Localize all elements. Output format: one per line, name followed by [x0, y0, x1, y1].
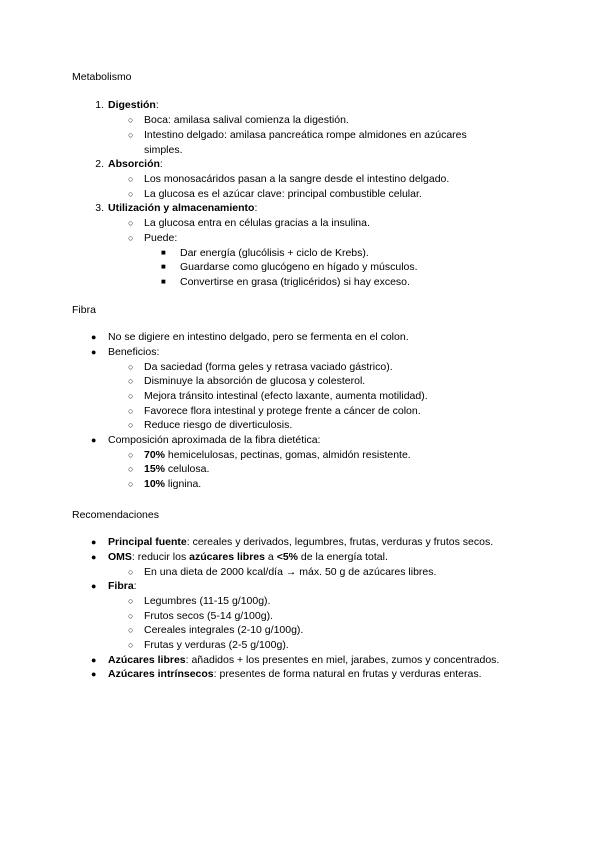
- bullet-icon: ■: [161, 277, 166, 286]
- list-item: OMS: reducir los azúcares libres a <5% de la energía total.: [108, 551, 388, 563]
- bullet-icon: ○: [128, 464, 134, 474]
- bullet-icon: ○: [128, 450, 134, 460]
- bullet-icon: ○: [128, 611, 134, 621]
- bullet-icon: ●: [91, 435, 97, 445]
- list-item: Convertirse en grasa (triglicéridos) si hay exceso.: [180, 276, 410, 288]
- list-item: Puede:: [144, 232, 178, 244]
- bullet-icon: ○: [128, 479, 134, 489]
- list-item: Reduce riesgo de diverticulosis.: [144, 419, 293, 431]
- bullet-icon: ●: [91, 537, 97, 547]
- bullet-icon: ○: [128, 567, 134, 577]
- list-item: Da saciedad (forma geles y retrasa vaciado gástrico).: [144, 361, 393, 373]
- list-item: Boca: amilasa salival comienza la digestión.: [144, 114, 349, 126]
- list-number: 1.: [95, 99, 104, 111]
- list-item: Dar energía (glucólisis + ciclo de Krebs).: [180, 247, 369, 259]
- list-item: Absorción:: [108, 158, 163, 170]
- list-item: Azúcares intrínsecos: presentes de forma natural en frutas y verduras enteras.: [108, 668, 482, 680]
- section-title-recomendaciones: Recomendaciones: [72, 509, 159, 521]
- bullet-icon: ●: [91, 669, 97, 679]
- list-item: Intestino delgado: amilasa pancreática rompe almidones en azúcares: [144, 129, 467, 141]
- bullet-icon: ●: [91, 332, 97, 342]
- bullet-icon: ○: [128, 115, 134, 125]
- list-item: Disminuye la absorción de glucosa y colesterol.: [144, 375, 366, 387]
- list-item: Frutos secos (5-14 g/100g).: [144, 610, 273, 622]
- list-item: Los monosacáridos pasan a la sangre desde el intestino delgado.: [144, 173, 450, 185]
- list-item: Digestión:: [108, 99, 159, 111]
- list-item-continuation: simples.: [144, 144, 183, 156]
- bullet-icon: ■: [161, 248, 166, 257]
- list-item: La glucosa es el azúcar clave: principal combustible celular.: [144, 188, 422, 200]
- bullet-icon: ○: [128, 233, 134, 243]
- bullet-icon: ○: [128, 174, 134, 184]
- list-item: Mejora tránsito intestinal (efecto laxante, aumenta motilidad).: [144, 390, 428, 402]
- bullet-icon: ●: [91, 552, 97, 562]
- bullet-icon: ○: [128, 362, 134, 372]
- list-item: Frutas y verduras (2-5 g/100g).: [144, 639, 289, 651]
- list-item: Principal fuente: cereales y derivados, legumbres, frutas, verduras y frutos secos.: [108, 536, 494, 548]
- bullet-icon: ○: [128, 189, 134, 199]
- bullet-icon: ○: [128, 596, 134, 606]
- bullet-icon: ●: [91, 347, 97, 357]
- list-item: Fibra:: [108, 580, 137, 592]
- bullet-icon: ○: [128, 218, 134, 228]
- bullet-icon: ○: [128, 406, 134, 416]
- section-title-metabolismo: Metabolismo: [72, 71, 132, 83]
- list-item: Azúcares libres: añadidos + los presentes en miel, jarabes, zumos y concentrados.: [108, 654, 500, 666]
- bullet-icon: ○: [128, 130, 134, 140]
- list-item: Beneficios:: [108, 346, 160, 358]
- list-number: 3.: [95, 202, 104, 214]
- list-number: 2.: [95, 158, 104, 170]
- list-item: Legumbres (11-15 g/100g).: [144, 595, 271, 607]
- list-item: Cereales integrales (2-10 g/100g).: [144, 624, 304, 636]
- bullet-icon: ○: [128, 376, 134, 386]
- list-item: En una dieta de 2000 kcal/día → máx. 50 g de azúcares libres.: [144, 566, 437, 578]
- list-item: Utilización y almacenamiento:: [108, 202, 258, 214]
- bullet-icon: ○: [128, 625, 134, 635]
- bullet-icon: ■: [161, 262, 166, 271]
- list-item: Composición aproximada de la fibra dietética:: [108, 434, 321, 446]
- bullet-icon: ●: [91, 581, 97, 591]
- bullet-icon: ●: [91, 655, 97, 665]
- list-item: Guardarse como glucógeno en hígado y músculos.: [180, 261, 418, 273]
- bullet-icon: ○: [128, 640, 134, 650]
- list-item: Favorece flora intestinal y protege frente a cáncer de colon.: [144, 405, 421, 417]
- list-item: 70% hemicelulosas, pectinas, gomas, almidón resistente.: [144, 449, 411, 461]
- section-title-fibra: Fibra: [72, 304, 96, 316]
- list-item: 15% celulosa.: [144, 463, 210, 475]
- list-item: La glucosa entra en células gracias a la insulina.: [144, 217, 370, 229]
- list-item: 10% lignina.: [144, 478, 202, 490]
- bullet-icon: ○: [128, 420, 134, 430]
- list-item: No se digiere en intestino delgado, pero se fermenta en el colon.: [108, 331, 409, 343]
- bullet-icon: ○: [128, 391, 134, 401]
